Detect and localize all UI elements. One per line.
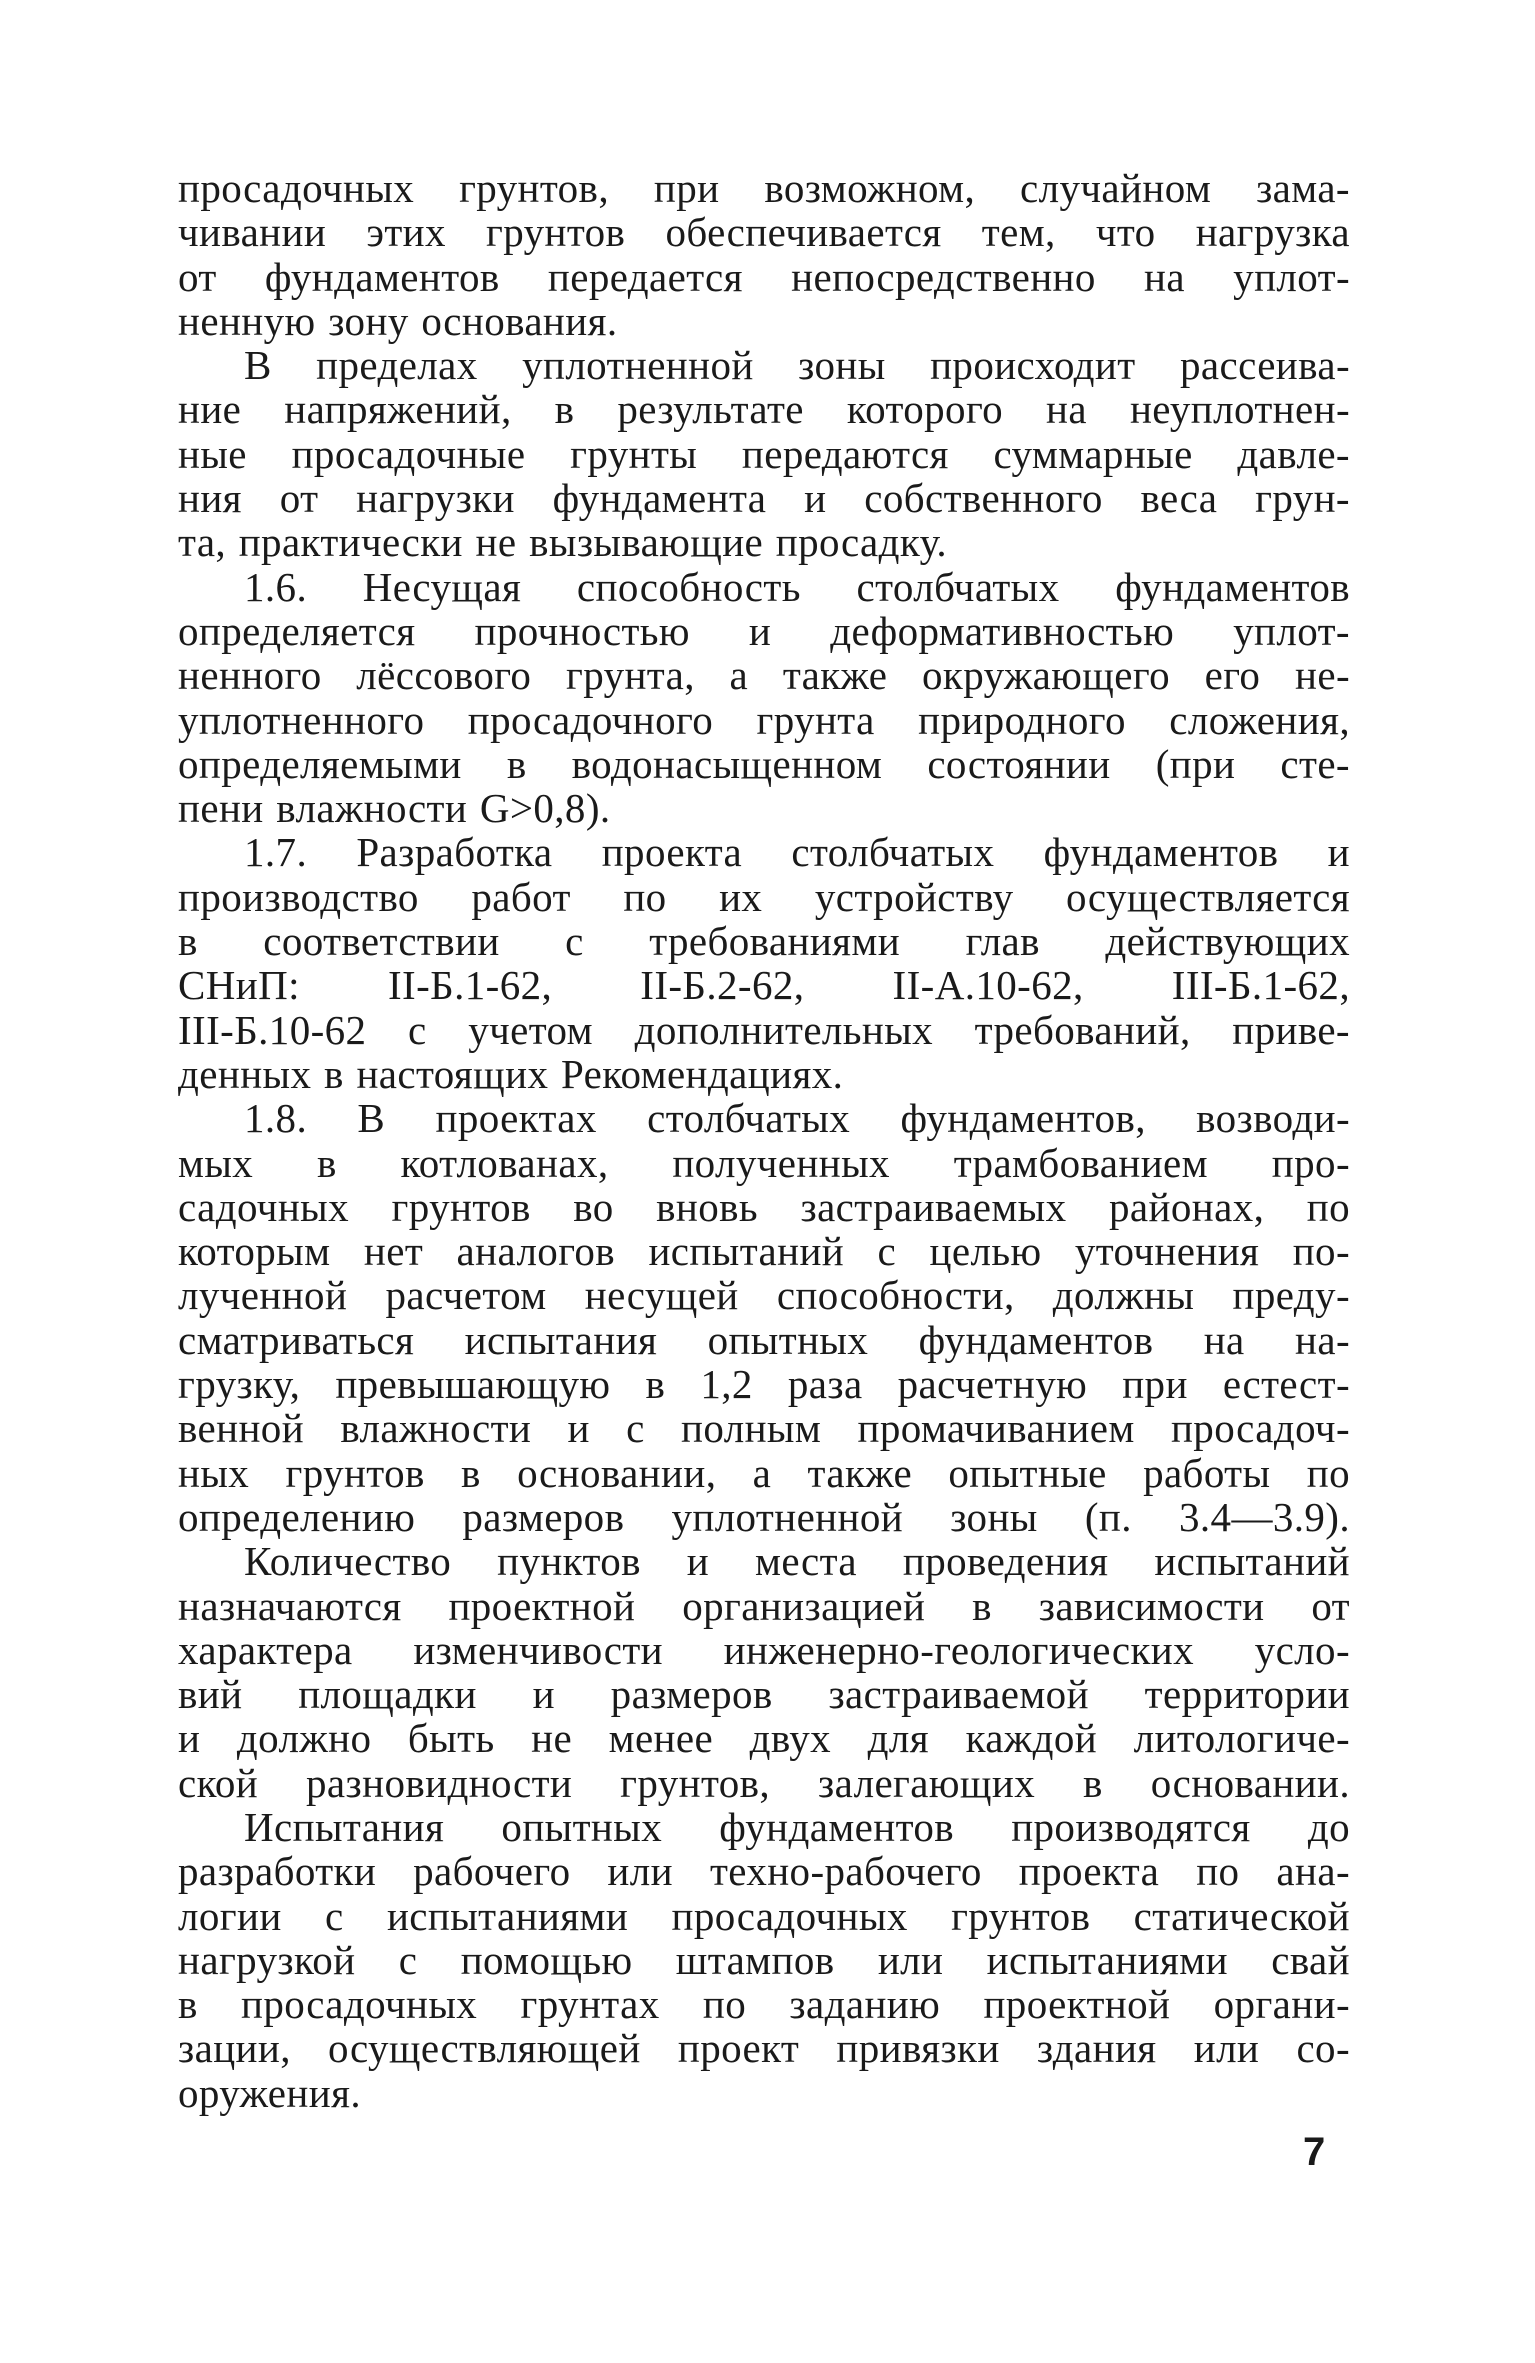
text-line: В пределах уплотненной зоны происходит рассеива-: [244, 342, 1350, 389]
text-line: Количество пунктов и места проведения испытаний: [244, 1538, 1350, 1585]
text-line: ненного лёссового грунта, а также окружающего его не-: [178, 652, 1350, 699]
text-line: назначаются проектной организацией в зависимости от: [178, 1582, 1350, 1629]
text-line: определяется прочностью и деформативностью уплот-: [178, 607, 1350, 654]
text-line: денных в настоящих Рекомендациях.: [178, 1050, 844, 1097]
text-line: 1.8. В проектах столбчатых фундаментов, возводи-: [244, 1095, 1350, 1142]
text-line: пени влажности G>0,8).: [178, 785, 611, 832]
text-line: нагрузкой с помощью штампов или испытаниями свай: [178, 1936, 1350, 1983]
text-line: III-Б.10-62 с учетом дополнительных требований, приве-: [178, 1006, 1350, 1053]
text-line: в соответствии с требованиями глав действующих: [178, 918, 1350, 965]
text-line: грузку, превышающую в 1,2 раза расчетную при естест-: [178, 1361, 1350, 1408]
text-line: лученной расчетом несущей способности, должны преду-: [178, 1272, 1350, 1319]
text-line: определяемыми в водонасыщенном состоянии (при сте-: [178, 740, 1350, 787]
text-line: сматриваться испытания опытных фундаментов на на-: [178, 1316, 1350, 1363]
text-line: мых в котлованах, полученных трамбованием про-: [178, 1139, 1350, 1186]
text-line: венной влажности и с полным промачиванием просадоч-: [178, 1405, 1350, 1452]
text-line: зации, осуществляющей проект привязки здания или со-: [178, 2025, 1350, 2072]
text-line: от фундаментов передается непосредственно на уплот-: [178, 253, 1350, 300]
text-line: ния от нагрузки фундамента и собственного веса грун-: [178, 475, 1350, 522]
text-line: 1.7. Разработка проекта столбчатых фундаментов и: [244, 829, 1350, 876]
text-line: логии с испытаниями просадочных грунтов статической: [178, 1892, 1350, 1939]
text-line: которым нет аналогов испытаний с целью уточнения по-: [178, 1228, 1350, 1275]
page-number: 7: [1303, 2130, 1326, 2174]
text-line: чивании этих грунтов обеспечивается тем, что нагрузка: [178, 209, 1350, 256]
text-line: определению размеров уплотненной зоны (п. 3.4—3.9).: [178, 1493, 1350, 1540]
text-line: ные просадочные грунты передаются суммарные давле-: [178, 430, 1350, 477]
text-line: 1.6. Несущая способность столбчатых фундаментов: [244, 563, 1350, 610]
text-line: садочных грунтов во вновь застраиваемых районах, по: [178, 1183, 1350, 1230]
text-line: и должно быть не менее двух для каждой литологиче-: [178, 1715, 1350, 1762]
text-line: СНиП: II-Б.1-62, II-Б.2-62, II-А.10-62, III-Б.1-62,: [178, 962, 1350, 1009]
page-text: [178, 166, 1350, 2115]
text-line: ных грунтов в основании, а также опытные работы по: [178, 1449, 1350, 1496]
text-line: ненную зону основания.: [178, 297, 618, 344]
text-line: ской разновидности грунтов, залегающих в основании.: [178, 1759, 1350, 1806]
text-line: разработки рабочего или техно-рабочего проекта по ана-: [178, 1848, 1350, 1895]
text-line: просадочных грунтов, при возможном, случайном зама-: [178, 165, 1350, 211]
text-line: Испытания опытных фундаментов производятся до: [244, 1803, 1350, 1850]
text-line: характера изменчивости инженерно-геологических усло-: [178, 1626, 1350, 1673]
text-line: ние напряжений, в результате которого на неуплотнен-: [178, 386, 1350, 433]
text-line: производство работ по их устройству осуществляется: [178, 873, 1350, 920]
text-line: та, практически не вызывающие просадку.: [178, 519, 948, 566]
text-line: оружения.: [178, 2069, 361, 2116]
text-line: уплотненного просадочного грунта природного сложения,: [178, 696, 1350, 743]
text-line: вий площадки и размеров застраиваемой территории: [178, 1671, 1350, 1718]
text-line: в просадочных грунтах по заданию проектной органи-: [178, 1981, 1350, 2028]
